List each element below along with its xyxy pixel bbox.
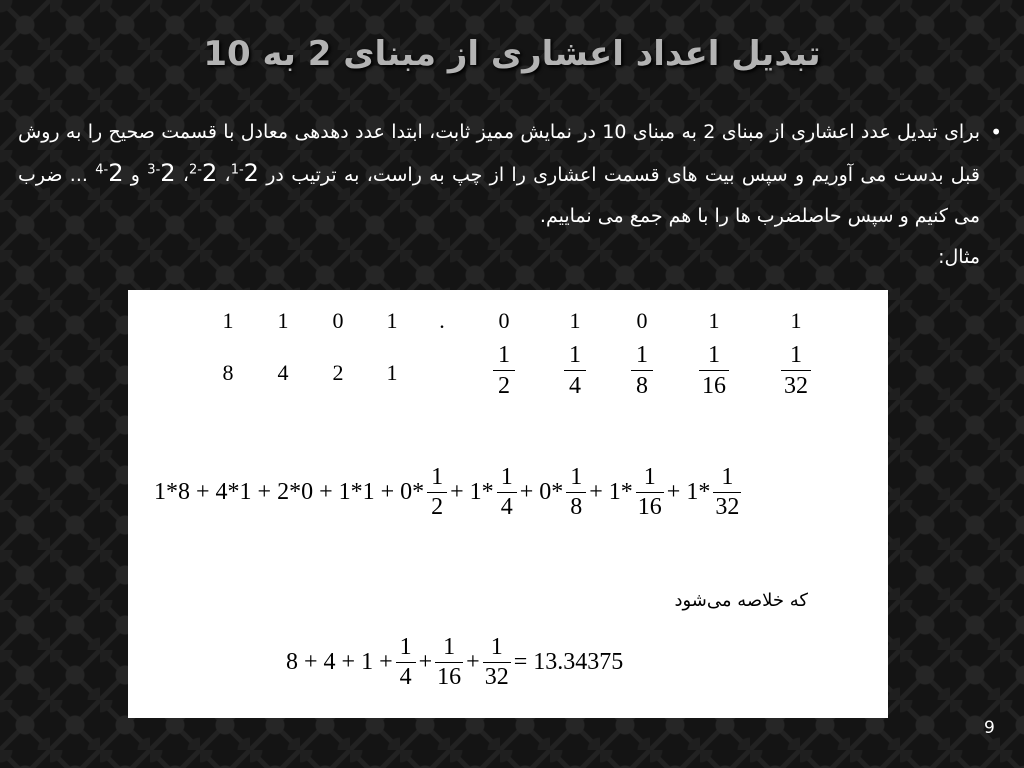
weight: 8 [222,360,234,385]
paragraph-part1: برای تبدیل عدد اعشاری از مبنای 2 به مبنای 10 در نمایش ممیز ثابت، ابتدا عدد دهدهی معادل با قسمت صحیح را به روش قبل بدست می آوریم و سپس بیت های قسمت اعشاری را از چپ به راست، به ترتیب در [18,121,980,186]
power-2-2: $2^{-2}$ [188,159,218,187]
weight: 2 [332,360,344,385]
power-2-3: $2^{-3}$ [147,159,176,187]
fraction-weight: 1 8 [631,342,653,399]
weight: 4 [277,360,289,385]
slide-title: تبدیل اعداد اعشاری از مبنای 2 به 10 [203,34,821,74]
expansion-equation: 1*8 + 4*1 + 2*0 + 1*1 + 0* 1 2 + 1* 1 4 + 0* 1 8 + 1* 1 16 + 1* 1 32 [154,464,740,520]
bit: 1 [790,308,802,333]
fraction-weight: 1 2 [493,342,515,399]
fraction-weight: 1 32 [781,342,811,399]
bit: 1 [386,308,398,333]
fraction-weight: 1 16 [699,342,729,399]
bit: 0 [498,308,510,333]
slide-content: • برای تبدیل عدد اعشاری از مبنای 2 به مبنای 10 در نمایش ممیز ثابت، ابتدا عدد دهدهی معادل با قسمت صحیح را به روش قبل بدست می آوریم و سپس بیت های قسمت اعشاری را از چپ به راست، به ترتیب در $2^{-1}،$ $2^{-2}،$ $2^{-3}$ و $2^{-4}$ ... ضرب می کنیم و سپس حاصلضرب ها را با هم جمع می نماییم. مثال: [18,112,980,278]
weight: 1 [386,360,398,385]
paragraph-part2: ... ضرب می کنیم و سپس حاصلضرب ها را با هم جمع می نماییم. [18,164,980,227]
summary-label: که خلاصه می‌شود [674,590,808,611]
radix-point: . [439,308,445,333]
power-2-4: $2^{-4}$ [95,159,124,187]
bit: 1 [569,308,581,333]
fraction-weight: 1 4 [564,342,586,399]
bit: 0 [636,308,648,333]
power-2-1: $2^{-1}$ [230,159,259,187]
bit: 1 [222,308,234,333]
bit: 0 [332,308,344,333]
bullet: • [990,120,1002,144]
example-image [128,290,888,718]
page-number: 9 [984,718,995,738]
result-equation: 8 + 4 + 1 + 1 4 + 1 16 + 1 32 = 13.34375 [286,634,624,690]
example-label: مثال: [938,246,980,268]
bit: 1 [277,308,289,333]
bit: 1 [708,308,720,333]
